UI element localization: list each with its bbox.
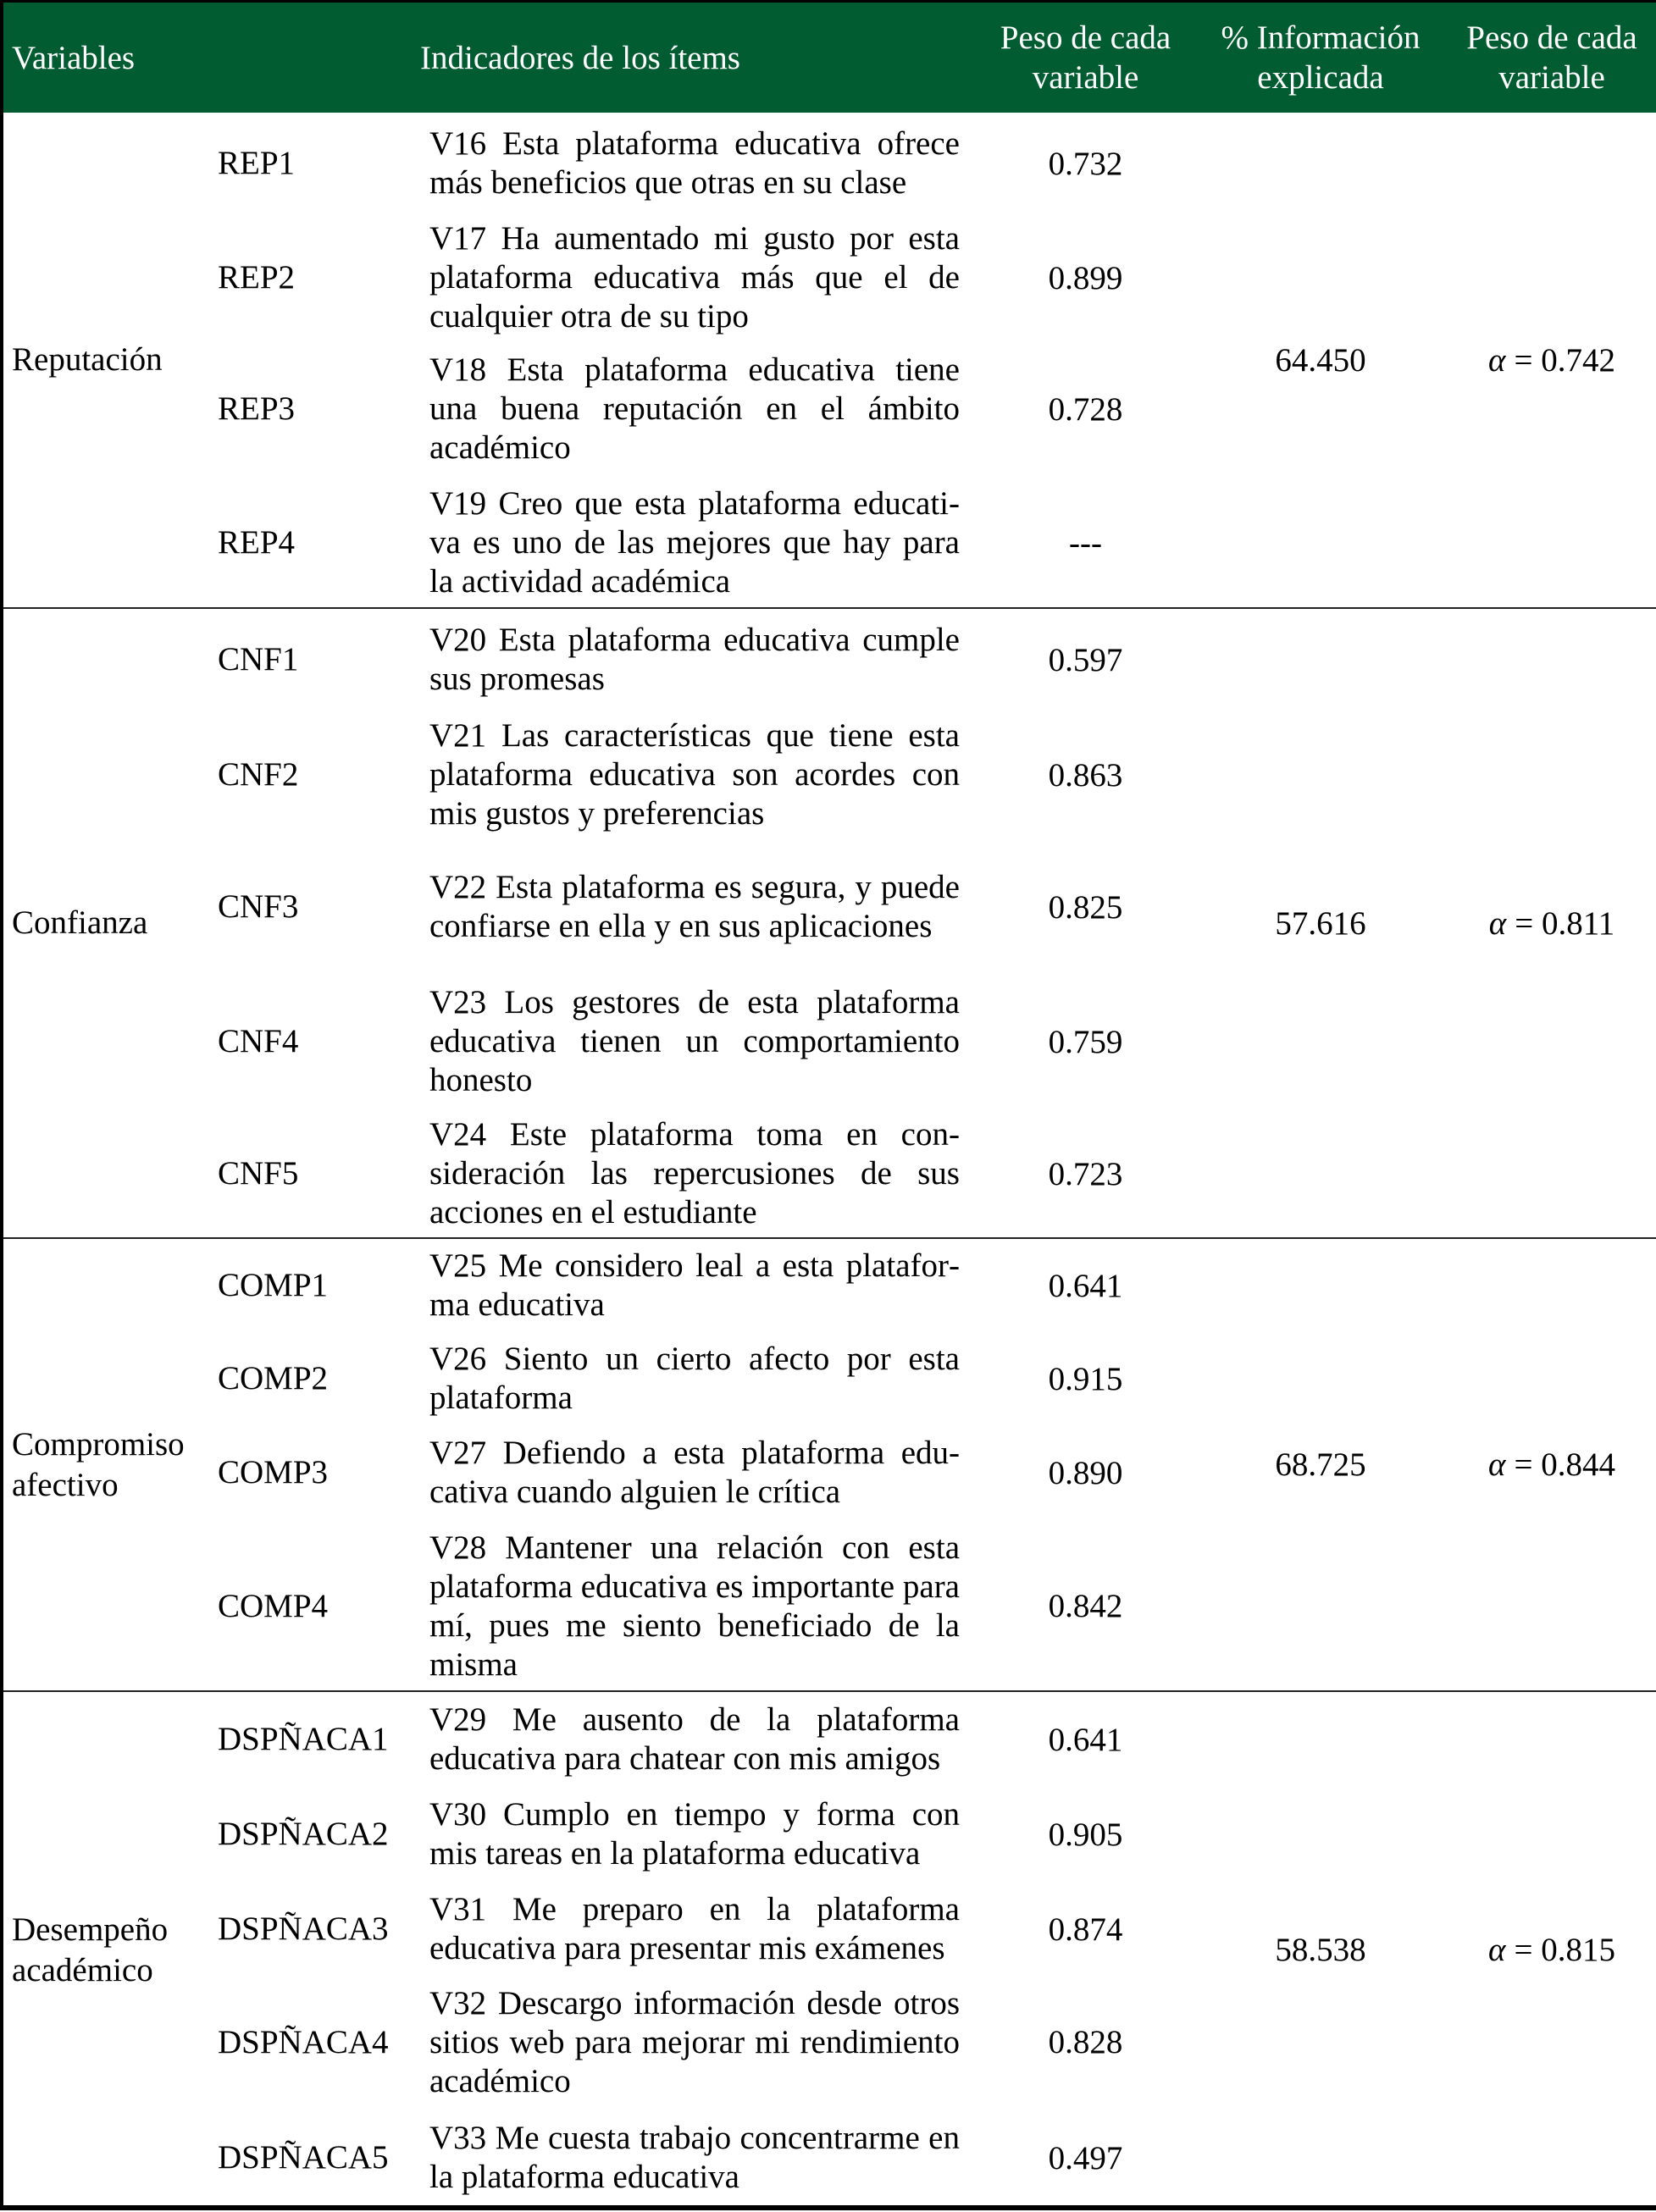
item-weight: 0.915 bbox=[1048, 1360, 1123, 1397]
variable-label: Confianza bbox=[12, 904, 148, 941]
item-code: CNF1 bbox=[218, 641, 299, 677]
item-code: DSPÑACA3 bbox=[218, 1911, 389, 1947]
item-weight: 0.728 bbox=[1048, 390, 1123, 428]
item-code: DSPÑACA4 bbox=[218, 2023, 389, 2060]
header-weight-2 bbox=[1448, 3, 1656, 113]
item-weight: --- bbox=[1069, 524, 1102, 561]
item-text: V18 Esta plataforma educativa tiene una buena reputación en el ámbito académico bbox=[429, 351, 960, 466]
item-code: CNF2 bbox=[218, 756, 299, 793]
item-text: V22 Esta plataforma es segura, y puede confiarse en ella y en sus aplicaciones bbox=[429, 869, 960, 944]
item-weight: 0.874 bbox=[1048, 1911, 1123, 1948]
alpha-number: = 0.844 bbox=[1514, 1446, 1615, 1483]
alpha-value bbox=[1448, 1239, 1656, 1690]
item-weight: 0.641 bbox=[1048, 1267, 1123, 1304]
item-text: V19 Creo que esta plataforma educativa es uno de las mejores que hay para la actividad académica bbox=[429, 485, 960, 600]
item-weight: 0.825 bbox=[1048, 888, 1123, 926]
table-header bbox=[3, 3, 1656, 113]
item-weight: 0.828 bbox=[1048, 2024, 1123, 2060]
header-info-line2: explicada bbox=[1257, 59, 1384, 96]
variable-label: Desempeño académico bbox=[12, 1911, 169, 1988]
item-code: COMP4 bbox=[218, 1587, 329, 1624]
item-weight: 0.732 bbox=[1048, 145, 1123, 182]
section-reputacion bbox=[3, 113, 1656, 609]
item-weight: 0.497 bbox=[1048, 2139, 1123, 2176]
item-text: V16 Esta plataforma educativa ofrece más beneficios que otras en su clase bbox=[429, 125, 960, 201]
alpha-number: = 0.742 bbox=[1514, 341, 1615, 379]
item-code: REP2 bbox=[218, 259, 296, 296]
header-weight-line2: variable bbox=[1032, 59, 1139, 96]
info-explained: 64.450 bbox=[1275, 341, 1366, 379]
header-info-explained bbox=[1198, 3, 1443, 113]
alpha-value bbox=[1448, 113, 1656, 607]
item-code: REP4 bbox=[218, 524, 296, 561]
item-code: CNF5 bbox=[218, 1155, 299, 1192]
alpha-number: = 0.815 bbox=[1514, 1932, 1615, 1968]
item-weight: 0.723 bbox=[1048, 1155, 1123, 1192]
item-weight: 0.641 bbox=[1048, 1721, 1123, 1758]
header-weight2-line1: Peso de cada bbox=[1466, 19, 1637, 56]
header-weight bbox=[986, 3, 1185, 113]
variable-label: Reputación bbox=[12, 341, 163, 378]
item-text: V17 Ha aumentado mi gusto por esta plataforma educativa más que el de cualquier otra de su tipo bbox=[429, 220, 960, 335]
item-code: DSPÑACA1 bbox=[218, 1721, 389, 1757]
item-weight: 0.890 bbox=[1048, 1454, 1123, 1491]
alpha-symbol: α bbox=[1488, 1446, 1506, 1483]
alpha-symbol: α bbox=[1488, 341, 1506, 379]
item-code: DSPÑACA5 bbox=[218, 2139, 389, 2176]
section-confianza bbox=[3, 609, 1656, 1239]
item-weight: 0.842 bbox=[1048, 1588, 1123, 1624]
item-code: REP1 bbox=[218, 145, 296, 181]
alpha-number: = 0.811 bbox=[1515, 904, 1615, 942]
item-code: COMP3 bbox=[218, 1454, 329, 1490]
section-desempeno-academico bbox=[3, 1692, 1656, 2208]
item-weight: 0.905 bbox=[1048, 1816, 1123, 1853]
item-text: V21 Las características que tiene esta plataforma educativa son acordes con mis gustos y preferencias bbox=[429, 717, 960, 832]
item-text: V32 Descargo información desde otros sitios web para mejorar mi rendimiento académico bbox=[429, 1984, 960, 2099]
item-code: REP3 bbox=[218, 390, 296, 427]
header-info-line1: % Información bbox=[1221, 19, 1421, 56]
item-code: COMP2 bbox=[218, 1360, 329, 1396]
header-indicators bbox=[420, 3, 945, 113]
item-weight: 0.899 bbox=[1048, 259, 1123, 296]
alpha-value bbox=[1448, 1692, 1656, 2208]
info-explained: 68.725 bbox=[1275, 1446, 1366, 1483]
alpha-symbol: α bbox=[1488, 904, 1507, 942]
info-explained: 58.538 bbox=[1275, 1932, 1366, 1968]
item-text: V24 Este plataforma toma en consideración las repercusiones de sus acciones en el estudiante bbox=[429, 1116, 960, 1230]
item-text: V23 Los gestores de esta plataforma educativa tienen un comportamiento honesto bbox=[429, 984, 960, 1098]
item-text: V31 Me preparo en la plataforma educativa para presentar mis exámenes bbox=[429, 1891, 960, 1966]
item-code: COMP1 bbox=[218, 1267, 329, 1303]
item-text: V33 Me cuesta trabajo concentrarme en la plataforma educativa bbox=[429, 2120, 960, 2195]
item-text: V20 Esta plataforma educativa cumple sus promesas bbox=[429, 622, 960, 697]
info-explained: 57.616 bbox=[1275, 904, 1366, 942]
item-weight: 0.597 bbox=[1048, 641, 1123, 678]
section-compromiso-afectivo bbox=[3, 1239, 1656, 1692]
item-weight: 0.863 bbox=[1048, 756, 1123, 794]
variable-label: Compromiso afectivo bbox=[12, 1425, 185, 1503]
item-text: V30 Cumplo en tiempo y forma con mis tareas en la plataforma educativa bbox=[429, 1796, 960, 1872]
item-text: V28 Mantener una relación con esta plataforma educativa es importante para mí, pues me siento beneficiado de la misma bbox=[429, 1529, 960, 1683]
item-code: DSPÑACA2 bbox=[218, 1816, 389, 1852]
alpha-symbol: α bbox=[1488, 1932, 1506, 1968]
header-weight2-line2: variable bbox=[1498, 59, 1605, 96]
item-text: V27 Defiendo a esta plataforma educativa cuando alguien le crítica bbox=[429, 1435, 960, 1510]
header-weight-line1: Peso de cada bbox=[1000, 19, 1171, 56]
item-text: V29 Me ausento de la plataforma educativa para chatear con mis amigos bbox=[429, 1701, 960, 1777]
item-text: V25 Me considero leal a esta plataforma educativa bbox=[429, 1247, 960, 1323]
item-weight: 0.759 bbox=[1048, 1023, 1123, 1060]
item-text: V26 Siento un cierto afecto por esta plataforma bbox=[429, 1341, 960, 1416]
header-variables-label: Variables bbox=[12, 39, 136, 76]
alpha-value bbox=[1448, 609, 1656, 1237]
header-variables bbox=[12, 3, 207, 113]
item-code: CNF4 bbox=[218, 1023, 299, 1059]
header-indicators-label: Indicadores de los ítems bbox=[420, 39, 740, 76]
item-code: CNF3 bbox=[218, 888, 299, 925]
